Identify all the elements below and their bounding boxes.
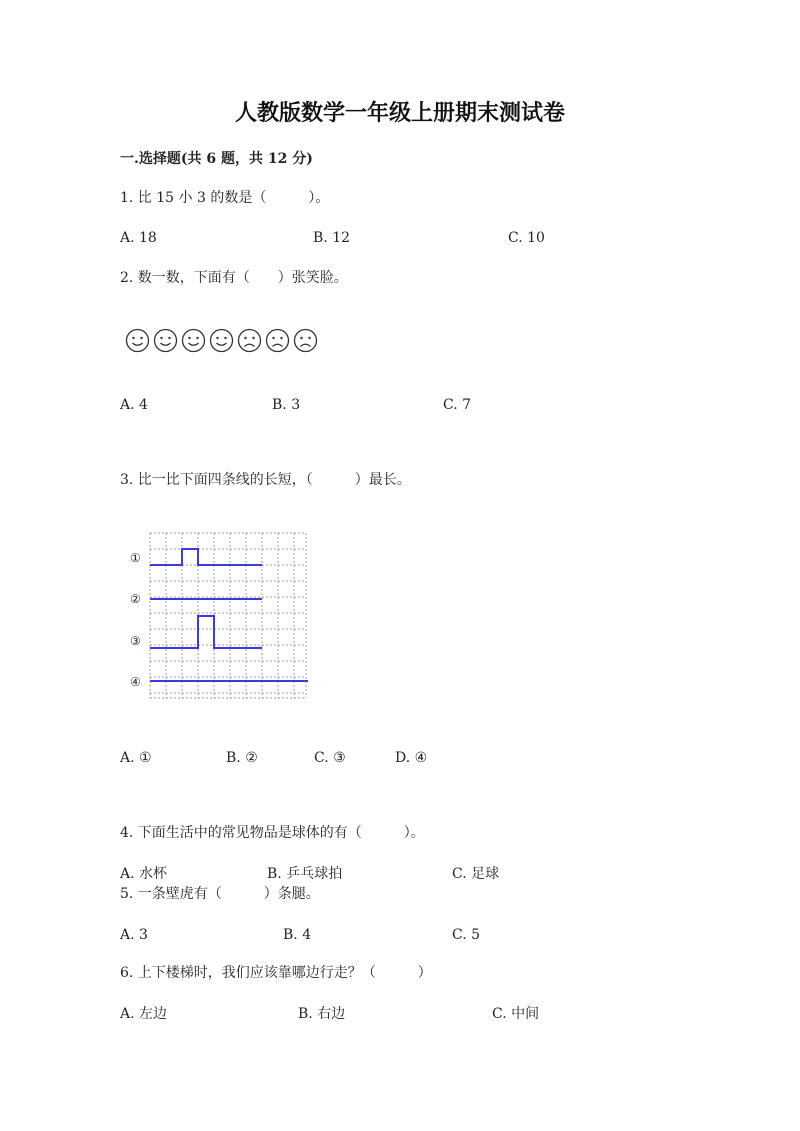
question-3-option-d[interactable]: D. ④ — [395, 750, 428, 766]
line-3 — [150, 616, 262, 648]
question-2-option-a[interactable]: A. 4 — [120, 397, 148, 413]
question-5-option-c[interactable]: C. 5 — [452, 927, 481, 943]
page-title: 人教版数学一年级上册期末测试卷 — [234, 100, 565, 126]
line-label-3: ③ — [130, 634, 141, 648]
question-5-option-a[interactable]: A. 3 — [120, 927, 148, 943]
line-grid-figure — [128, 530, 313, 705]
question-2-option-b[interactable]: B. 3 — [272, 397, 301, 413]
question-2-stem: 2. 数一数，下面有（ ）张笑脸。 — [120, 270, 348, 286]
question-6-option-c[interactable]: C. 中间 — [492, 1006, 540, 1022]
question-1-stem: 1. 比 15 小 3 的数是（ ）。 — [120, 190, 330, 206]
smiley-face-icon — [181, 328, 206, 353]
question-4-option-c[interactable]: C. 足球 — [452, 866, 500, 882]
sad-face-icon — [293, 328, 318, 353]
sad-face-icon — [237, 328, 262, 353]
question-3-stem: 3. 比一比下面四条线的长短，（ ）最长。 — [120, 472, 411, 488]
question-4-option-b[interactable]: B. 乒乓球拍 — [267, 866, 343, 882]
question-3-option-a[interactable]: A. ① — [120, 750, 152, 766]
question-5-stem: 5. 一条壁虎有（ ）条腿。 — [120, 886, 320, 902]
question-3-option-b[interactable]: B. ② — [226, 750, 258, 766]
question-4-option-a[interactable]: A. 水杯 — [120, 866, 168, 882]
question-5-option-b[interactable]: B. 4 — [283, 927, 312, 943]
question-6-stem: 6. 上下楼梯时，我们应该靠哪边行走？（ ） — [120, 965, 432, 981]
smiley-face-icon — [125, 328, 150, 353]
question-1-option-c[interactable]: C. 10 — [508, 230, 545, 246]
sad-face-icon — [265, 328, 290, 353]
line-label-4: ④ — [130, 675, 141, 689]
smiley-face-icon — [153, 328, 178, 353]
line-label-2: ② — [130, 592, 141, 606]
question-3-option-c[interactable]: C. ③ — [314, 750, 346, 766]
question-4-stem: 4. 下面生活中的常见物品是球体的有（ ）。 — [120, 825, 425, 841]
question-6-option-a[interactable]: A. 左边 — [120, 1006, 168, 1022]
section-heading: 一.选择题(共 6 题，共 12 分) — [120, 151, 313, 167]
line-1 — [150, 549, 262, 565]
smiley-face-icon — [209, 328, 234, 353]
faces-row — [125, 328, 321, 352]
question-2-option-c[interactable]: C. 7 — [443, 397, 472, 413]
question-6-option-b[interactable]: B. 右边 — [298, 1006, 346, 1022]
question-1-option-a[interactable]: A. 18 — [120, 230, 157, 246]
line-label-1: ① — [130, 551, 141, 565]
question-1-option-b[interactable]: B. 12 — [313, 230, 351, 246]
